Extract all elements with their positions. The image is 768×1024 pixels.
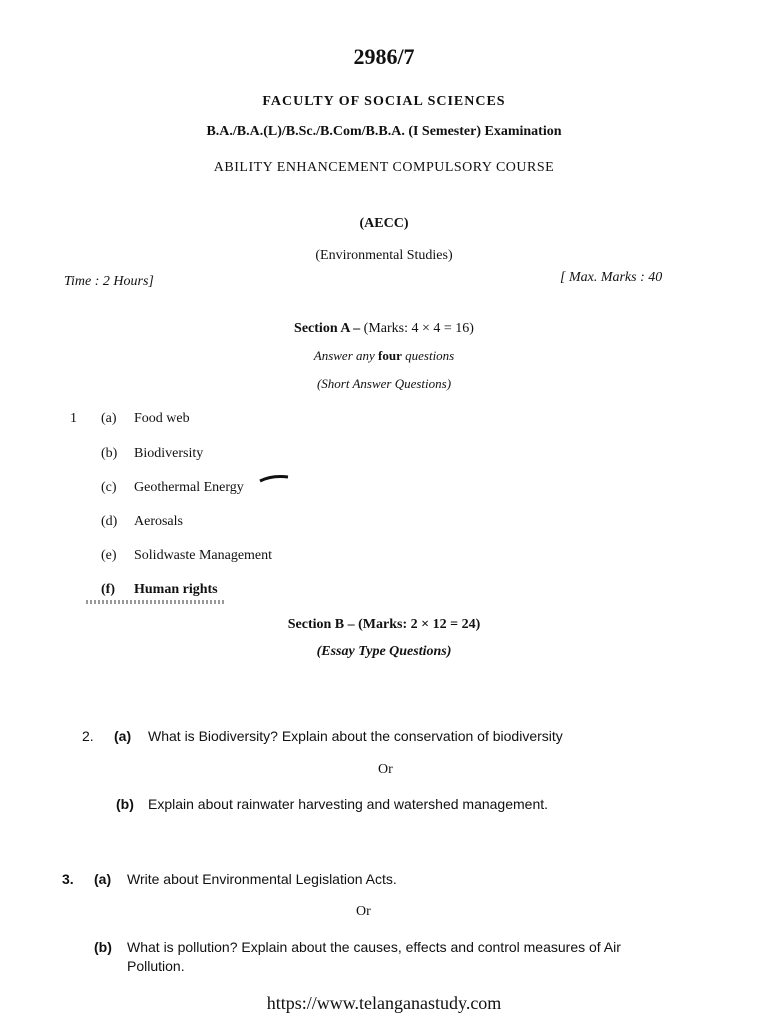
q2-number: 2. — [82, 728, 94, 744]
q3-b-text-line1: What is pollution? Explain about the causes, effects and control measures of Air — [127, 939, 621, 955]
option-text: Aerosals — [134, 514, 183, 529]
option-label: (f) — [101, 582, 115, 597]
instruction-pre: Answer any — [313, 348, 375, 363]
q2-a-text: What is Biodiversity? Explain about the conservation of biodiversity — [148, 728, 563, 744]
option-text: Biodiversity — [134, 446, 204, 461]
q2-or: Or — [378, 762, 393, 777]
q2-b-label: (b) — [116, 796, 134, 812]
instruction-bold: four — [378, 348, 402, 363]
option-text: Solidwaste Management — [134, 548, 273, 563]
q3-b-text-line2: Pollution. — [127, 958, 185, 974]
q2-b-text: Explain about rainwater harvesting and watershed management. — [148, 796, 549, 812]
option-text: Human rights — [134, 582, 218, 597]
section-b-title: Section B – (Marks: 2 × 12 = 24) — [287, 617, 481, 632]
q3-b-label: (b) — [94, 939, 112, 955]
scan-artifact — [86, 600, 226, 604]
pen-stroke-mark — [258, 474, 290, 484]
option-label: (a) — [101, 411, 117, 426]
q3-number: 3. — [62, 871, 74, 887]
section-b-type: (Essay Type Questions) — [316, 644, 452, 659]
option-text: Geothermal Energy — [134, 480, 244, 495]
q3-or: Or — [356, 904, 371, 919]
exam-title: B.A./B.A.(L)/B.Sc./B.Com/B.B.A. (I Semester) Examination — [206, 124, 562, 139]
course-code: (AECC) — [359, 216, 409, 231]
paper-code: 2986/7 — [353, 44, 415, 69]
faculty-title: FACULTY OF SOCIAL SCIENCES — [262, 94, 506, 109]
option-label: (e) — [101, 548, 117, 563]
instruction-post: questions — [405, 348, 455, 363]
option-label: (d) — [101, 514, 118, 529]
q3-a-text: Write about Environmental Legislation Acts. — [127, 871, 397, 887]
section-a-instruction — [0, 348, 768, 364]
q3-a-label: (a) — [94, 871, 112, 887]
option-label: (b) — [101, 446, 118, 461]
course-title: ABILITY ENHANCEMENT COMPULSORY COURSE — [213, 160, 555, 175]
subject-title: (Environmental Studies) — [315, 248, 453, 263]
question-number: 1 — [70, 411, 77, 426]
section-a-label: Section A – — [294, 321, 361, 336]
footer-url: https://www.telanganastudy.com — [266, 993, 502, 1013]
option-text: Food web — [134, 411, 190, 426]
section-a-type: (Short Answer Questions) — [316, 376, 452, 391]
section-a-title — [0, 321, 768, 337]
time-allowed: Time : 2 Hours] — [64, 274, 154, 289]
q2-a-label: (a) — [114, 728, 132, 744]
option-label: (c) — [101, 480, 117, 495]
section-a-marks: (Marks: 4 × 4 = 16) — [363, 321, 474, 336]
max-marks: [ Max. Marks : 40 — [560, 270, 663, 285]
